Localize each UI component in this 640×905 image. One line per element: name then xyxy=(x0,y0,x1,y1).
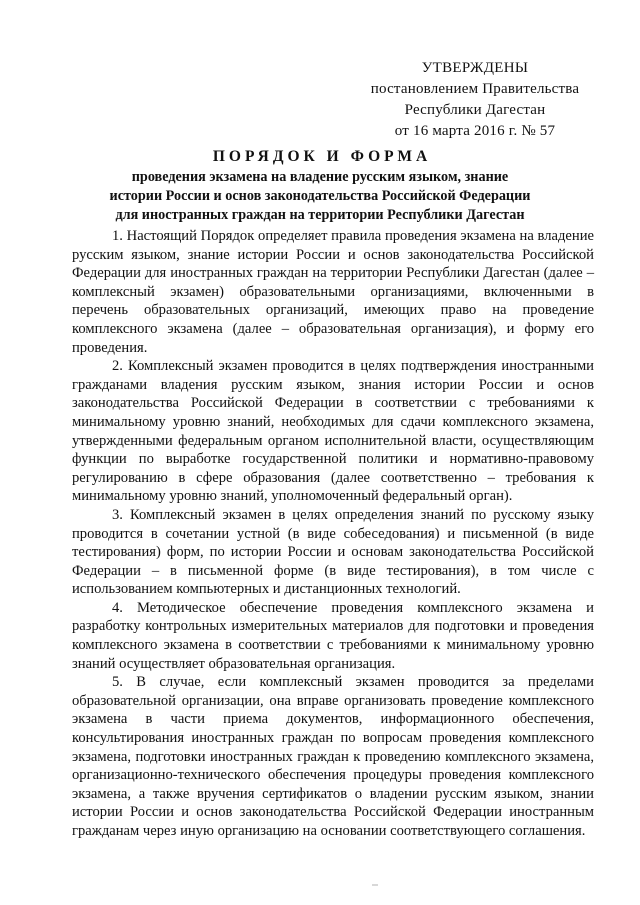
document-subtitle-line-1: проведения экзамена на владение русским языком, знание xyxy=(131,169,509,185)
paragraph-1: 1. Настоящий Порядок определяет правила проведения экзамена на владение русским языком, знание истории России и основ законодательства Российской Федерации для иностранных граждан на территории Республики Дагестан (далее – комплексный экзамен) образовательными организациями, включенными в перечень образовательных организаций, имеющих право на проведение комплексного экзамена (далее – образовательная организация), и форму его проведения. xyxy=(72,228,594,356)
document-title: ПОРЯДОК И ФОРМА xyxy=(212,148,432,165)
paragraph-2: 2. Комплексный экзамен проводится в целях подтверждения иностранными гражданами владения русским языком, знания истории России и основ законодательства Российской Федерации в соответствии с требованиями к минимальному уровню знаний, необходимых для сдачи комплексного экзамена, утвержденными федеральным органом исполнительной власти, осуществляющим функции по выработке государственной политики и нормативно-правовому регулированию в сфере образования (далее соответственно – требования к минимальному уровню знаний, уполномоченный федеральный орган). xyxy=(72,358,594,505)
document-subtitle-line-2: истории России и основ законодательства Российской Федерации xyxy=(109,188,531,204)
document-body xyxy=(72,227,594,841)
document-heading xyxy=(60,146,580,225)
paragraph-4: 4. Методическое обеспечение проведения комплексного экзамена и разработку контрольных измерительных материалов для подготовки и проведения комплексного экзамена в соответствии с требованиями к минимальному уровню знаний осуществляет образовательная организация. xyxy=(72,599,594,672)
approval-region: Республики Дагестан xyxy=(404,102,546,118)
approval-stamp xyxy=(360,58,590,142)
approval-date-number: от 16 марта 2016 г. № 57 xyxy=(394,123,556,139)
approved-label: УТВЕРЖДЕНЫ xyxy=(421,60,529,76)
paragraph-5: 5. В случае, если комплексный экзамен проводится за пределами образовательной организации, она вправе организовать проведение комплексного экзамена в части приема документов, информационного обеспечения, консультирования иностранных граждан по вопросам проведения комплексного экзамена, подготовки иностранных граждан к проведению комплексного экзамена, организационно-технического обеспечения процедуры проведения комплексного экзамена, а также вручения сертификатов о владении русским языком, знании истории России и основ законодательства Российской Федерации иностранным гражданам через иную организацию на основании соответствующего соглашения. xyxy=(72,674,594,839)
approval-authority: постановлением Правительства xyxy=(370,81,580,97)
scan-speck xyxy=(372,884,378,886)
paragraph-3: 3. Комплексный экзамен в целях определения знаний по русскому языку проводится в сочетании устной (в виде собеседования) и письменной (в виде тестирования) форм, по истории России и основам законодательства Российской Федерации – в письменной форме (в виде тестирования), в том числе с использованием компьютерных и дистанционных технологий. xyxy=(72,506,594,598)
document-subtitle-line-3: для иностранных граждан на территории Республики Дагестан xyxy=(115,207,525,223)
